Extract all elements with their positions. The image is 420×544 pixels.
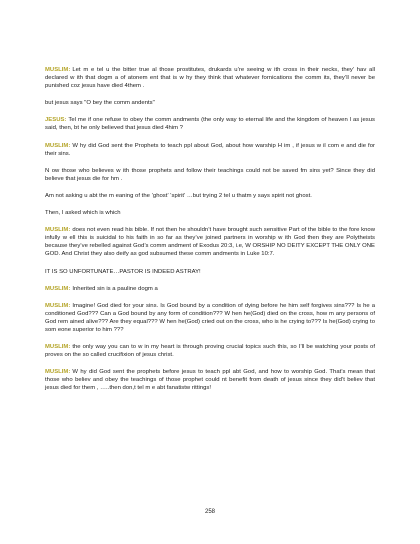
paragraph	[45, 116, 375, 132]
paragraph-text: IT IS SO UNFORTUNATE…PASTOR IS INDEED ASTRAY!	[45, 268, 201, 275]
paragraph-text: the only way you can to w in my heart is through proving crucial topics such this, so I’ll be watching your posts of proves on the so called crucifixion of jesus christ.	[45, 344, 375, 359]
paragraph	[45, 302, 375, 334]
paragraph-text: Then, I asked which is which	[45, 210, 121, 217]
paragraph-text: Let m e tel u the bitter true al those prostitutes, drukards u’re seeing w ith cross in their necks, they’ hav all declared w ith that dogm a of atonem ent that is w hy they think that whatever fornications the comm its, they’ll never be punished coz jesus have died 4them .	[45, 67, 375, 90]
speaker-label: MUSLIM:	[45, 142, 71, 149]
paragraph	[45, 226, 375, 258]
paragraph	[45, 368, 375, 392]
paragraph	[45, 167, 375, 183]
paragraph-text: but jesus says "O bey the comm andents"	[45, 100, 155, 107]
paragraph-text: Tel me if one refuse to obey the comm andments (the only way to eternal life and the kingdom of heaven l as jesus said, then, bt he only believed that jesus died 4him ?	[45, 117, 375, 132]
paragraph-text: Am not asking u abt the m eaning of the ‘ghost’ ‘spirit’ …but trying 2 tel u thatm y says spirit not ghost.	[45, 192, 312, 199]
speaker-label: MUSLIM:	[45, 302, 71, 309]
paragraph-text: W hy did God sent the prophets before jesus to teach ppl abt God, and how to worship God. That’s mean that those who believ and obey the teachings of those prophet could nt benefit from death of jesus since they did’t believ that jesus died for them , …..then don,t tel m e abt fanatistw rittings!	[45, 369, 375, 392]
paragraph-text: N ow those who believes w ith those prophets and follow their teachings could not be saved fm sins yet? Since they did believe that jesus die for hm .	[45, 167, 375, 182]
paragraph	[45, 142, 375, 158]
page-body	[45, 66, 375, 402]
paragraph	[45, 343, 375, 359]
speaker-label: MUSLIM:	[45, 344, 71, 351]
paragraph	[45, 268, 375, 276]
speaker-label: MUSLIM:	[45, 369, 71, 376]
page-number: 258	[204, 509, 215, 515]
paragraph	[45, 66, 375, 90]
paragraph-text: does not even read his bible. If not then he shouldn’t have brought such sensitive Part of the bible to the fore know infully w ell this is suicidal to his faith in so far as they’ve joined partners in worship w ith God then they are Polytheists because they’ve rebelled against God’s comm andment of Exodus 20:3, i.e, W ORSHIP NO DEITY EXCEPT THE ONLY ONE GOD. And Christ they also deify as god subsumed these comm andments in Luke 10:7.	[45, 227, 375, 258]
speaker-label: MUSLIM:	[45, 227, 71, 234]
speaker-label: MUSLIM:	[45, 67, 71, 73]
paragraph	[45, 209, 375, 217]
paragraph-text: Imagine! God died for your sins. Is God bound by a condition of dying before he him self forgives sins??? Is he a conditioned God??? Can a God bound by any form of condition??? W hen he(God) died on the cross, how m any persons of God rem ained alive??? Are they equal??? W hen he(God) cried out on the cross, who is he crying to??? Is he(God) crying to som eone superior to him ???	[45, 302, 375, 333]
paragraph-text: W hy did God sent the Prophets to teach ppl about God, about how warship H im , if jesus w il com e and die for their sins.	[45, 142, 375, 157]
paragraph-text: Inherited sin is a pauline dogm a	[72, 285, 158, 292]
paragraph	[45, 192, 375, 200]
speaker-label: MUSLIM:	[45, 285, 71, 292]
paragraph	[45, 99, 375, 107]
speaker-label: JESUS:	[45, 117, 67, 124]
paragraph	[45, 285, 375, 293]
